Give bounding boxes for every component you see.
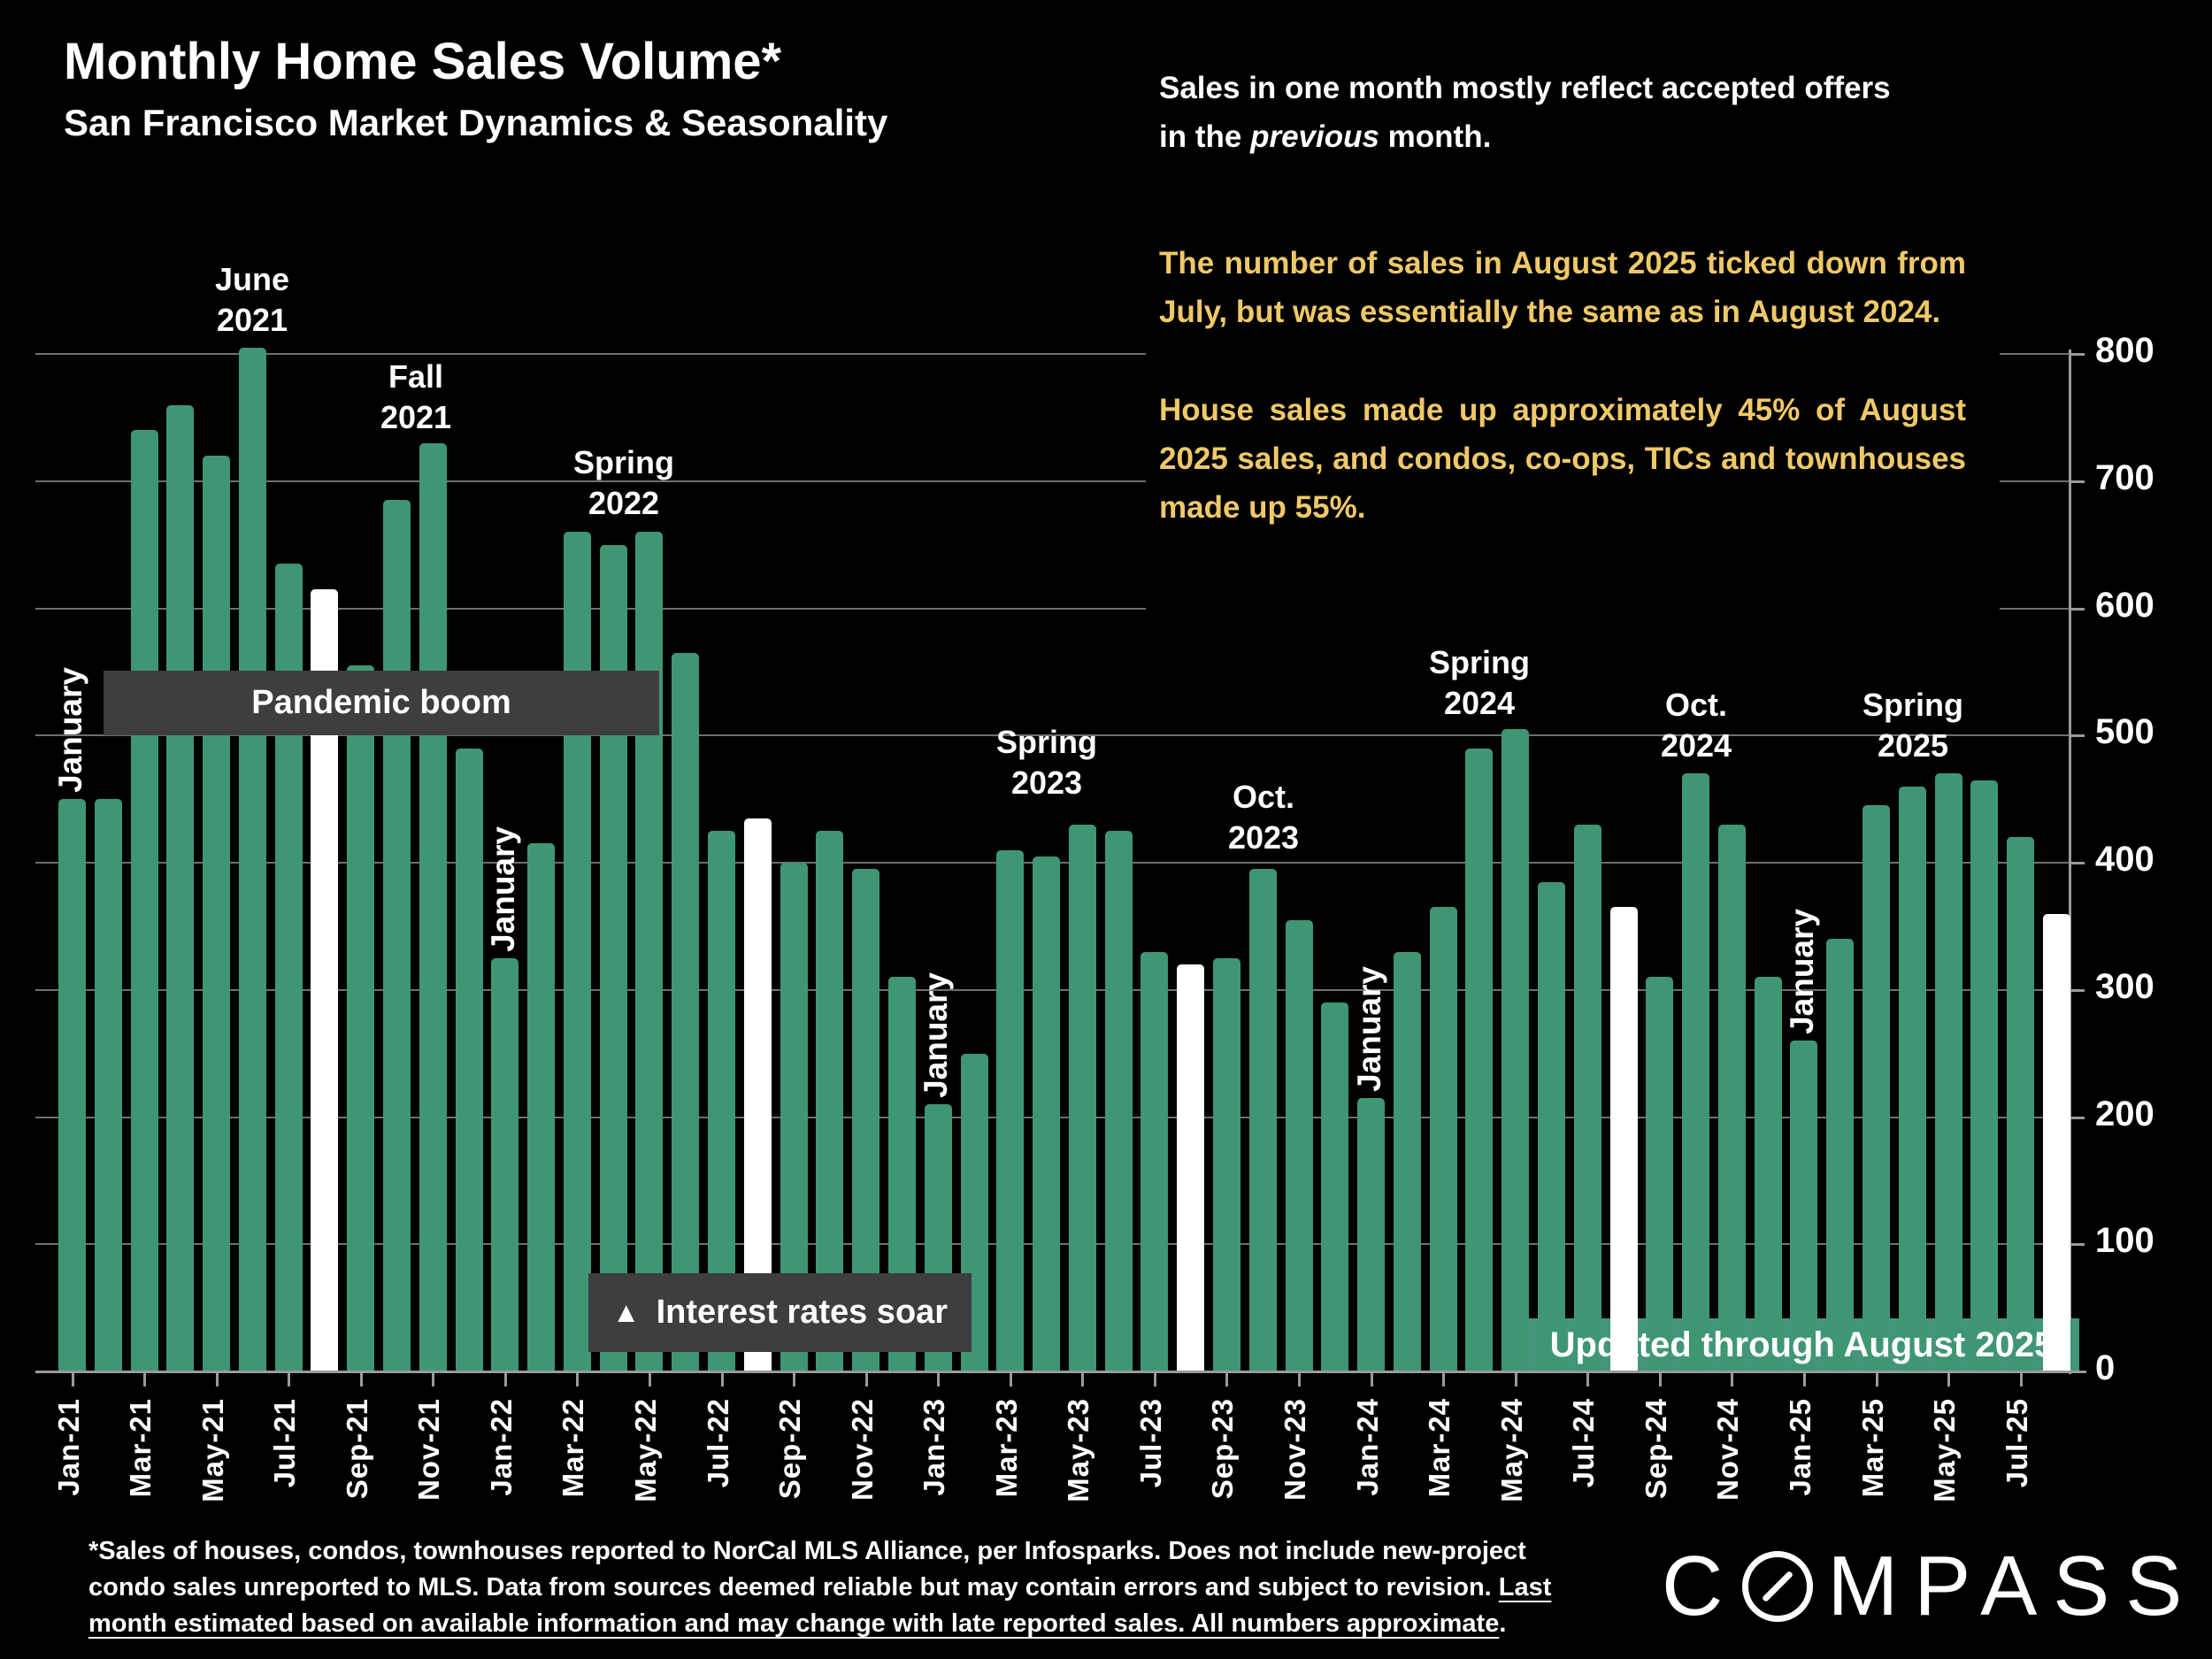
bar-Feb-21 bbox=[95, 799, 122, 1371]
bar-Sep-23 bbox=[1213, 958, 1240, 1371]
x-axis-label: Mar-22 bbox=[557, 1398, 590, 1498]
x-axis-label: May-25 bbox=[1928, 1398, 1962, 1502]
bar-Feb-22 bbox=[527, 843, 555, 1371]
y-axis-label: 300 bbox=[2095, 966, 2154, 1006]
january-label: January bbox=[51, 667, 88, 794]
x-axis-tick bbox=[72, 1371, 74, 1386]
bar-Dec-21 bbox=[456, 749, 483, 1371]
y-axis-label: 500 bbox=[2095, 712, 2154, 752]
bar-Feb-25 bbox=[1826, 939, 1854, 1371]
bar-Dec-24 bbox=[1755, 977, 1782, 1371]
page-title: Monthly Home Sales Volume* bbox=[64, 33, 782, 90]
x-axis-tick bbox=[793, 1371, 795, 1386]
y-axis-tick bbox=[2069, 862, 2085, 864]
bar-Oct-23 bbox=[1249, 869, 1277, 1371]
interest-rates-box bbox=[588, 1273, 972, 1352]
bar-Apr-22 bbox=[600, 545, 627, 1371]
x-axis-label: Jul-21 bbox=[268, 1398, 302, 1488]
y-axis-tick bbox=[2069, 608, 2085, 611]
x-axis-tick bbox=[360, 1371, 363, 1386]
y-axis-tick bbox=[2069, 1117, 2085, 1119]
x-axis-tick bbox=[1298, 1371, 1301, 1386]
bar-Mar-24 bbox=[1430, 907, 1457, 1371]
title-block bbox=[64, 32, 887, 144]
x-axis-label: Jan-21 bbox=[51, 1398, 85, 1496]
season-label-june-2021: June 2021 bbox=[214, 261, 290, 338]
bar-Nov-24 bbox=[1718, 825, 1746, 1371]
bar-May-25 bbox=[1935, 773, 1962, 1371]
bar-Sep-21 bbox=[347, 665, 374, 1371]
compass-logo-rest: MPASS bbox=[1827, 1539, 2199, 1633]
x-axis-label: Nov-24 bbox=[1711, 1398, 1745, 1502]
x-axis-tick bbox=[1515, 1371, 1517, 1386]
commentary-intro bbox=[1159, 64, 2000, 161]
x-axis-label: May-21 bbox=[196, 1398, 229, 1502]
x-axis-label: Jul-25 bbox=[2000, 1398, 2033, 1488]
x-axis-label: Mar-25 bbox=[1855, 1398, 1889, 1498]
season-label-spring-2024: Spring 2024 bbox=[1429, 644, 1530, 721]
season-label-fall-2021: Fall 2021 bbox=[380, 358, 452, 435]
bar-Oct-24 bbox=[1682, 773, 1709, 1371]
x-axis-tick bbox=[1225, 1371, 1228, 1386]
bar-May-23 bbox=[1069, 825, 1096, 1371]
x-axis-tick bbox=[721, 1371, 724, 1386]
x-axis-tick bbox=[1371, 1371, 1373, 1386]
x-axis-label: Mar-24 bbox=[1423, 1398, 1456, 1498]
bar-Jun-24 bbox=[1538, 882, 1565, 1371]
x-axis-tick bbox=[2020, 1371, 2023, 1386]
commentary-intro-line1: Sales in one month mostly reflect accepted offers bbox=[1159, 71, 1891, 105]
triangle-up-icon: ▲ bbox=[611, 1296, 641, 1328]
bar-May-22 bbox=[635, 532, 663, 1371]
january-label: January bbox=[484, 826, 521, 952]
bar-Jun-22 bbox=[672, 653, 699, 1371]
y-axis-label: 700 bbox=[2095, 457, 2154, 497]
x-axis-label: May-23 bbox=[1062, 1398, 1095, 1502]
bar-Mar-23 bbox=[996, 850, 1024, 1371]
y-axis-label: 100 bbox=[2095, 1221, 2154, 1261]
y-axis-tick bbox=[2069, 1243, 2085, 1246]
bar-Jul-24 bbox=[1574, 825, 1601, 1371]
bar-Nov-23 bbox=[1286, 920, 1313, 1371]
x-axis-tick bbox=[432, 1371, 434, 1386]
x-axis-label: Nov-21 bbox=[412, 1398, 446, 1502]
x-axis-label: Jan-22 bbox=[484, 1398, 518, 1496]
x-axis-label: May-22 bbox=[628, 1398, 662, 1502]
x-axis-tick bbox=[1803, 1371, 1806, 1386]
season-label-spring-2022: Spring 2022 bbox=[573, 444, 674, 521]
bar-white-Aug-24 bbox=[1610, 907, 1638, 1371]
season-label-oct-2024: Oct. 2024 bbox=[1660, 687, 1732, 764]
bar-Jan-24 bbox=[1357, 1098, 1385, 1371]
bar-Dec-23 bbox=[1321, 1002, 1348, 1371]
x-axis-tick bbox=[1586, 1371, 1589, 1386]
bar-May-21 bbox=[203, 456, 230, 1371]
bar-Jul-23 bbox=[1141, 952, 1168, 1371]
compass-logo bbox=[1662, 1538, 2198, 1635]
x-axis-label: Jul-22 bbox=[701, 1398, 734, 1488]
pandemic-boom-label: Pandemic boom bbox=[251, 684, 511, 721]
commentary-block bbox=[1146, 44, 2000, 611]
bar-Jul-25 bbox=[2007, 837, 2034, 1371]
bar-Nov-21 bbox=[419, 443, 447, 1371]
x-axis-label: Sep-23 bbox=[1206, 1398, 1240, 1500]
x-axis-label: Jul-24 bbox=[1567, 1398, 1601, 1488]
january-label: January bbox=[1783, 909, 1820, 1035]
footnote-line2: condo sales unreported to MLS. Data from sources deemed reliable but may contain errors and subject to revision. Last bbox=[88, 1573, 1552, 1601]
x-axis-tick bbox=[1442, 1371, 1445, 1386]
january-label: January bbox=[918, 972, 955, 1099]
x-axis-tick bbox=[865, 1371, 868, 1386]
x-axis-tick bbox=[1876, 1371, 1878, 1386]
x-axis-label: Jan-23 bbox=[918, 1398, 951, 1496]
bar-May-24 bbox=[1502, 729, 1529, 1371]
footnote-line1: *Sales of houses, condos, townhouses reported to NorCal MLS Alliance, per Infosparks. Does not include new-project bbox=[88, 1537, 1526, 1565]
bar-Jun-21 bbox=[239, 348, 266, 1371]
bar-Mar-25 bbox=[1863, 805, 1890, 1371]
y-axis-label: 0 bbox=[2095, 1348, 2116, 1387]
x-axis-tick bbox=[649, 1371, 651, 1386]
x-axis-label: Mar-23 bbox=[989, 1398, 1023, 1498]
season-label-spring-2025: Spring 2025 bbox=[1863, 687, 1963, 764]
x-axis-label: Nov-23 bbox=[1279, 1398, 1312, 1502]
x-axis-label: Nov-22 bbox=[845, 1398, 879, 1502]
commentary-intro-line2: in the previous month. bbox=[1159, 119, 1492, 154]
commentary-paragraph-1: The number of sales in August 2025 ticked down from July, but was essentially the same as in August 2024. bbox=[1159, 246, 1966, 329]
y-axis-tick bbox=[2069, 734, 2085, 737]
y-axis-label: 600 bbox=[2095, 585, 2154, 625]
bar-Apr-21 bbox=[166, 405, 194, 1372]
bar-Jun-23 bbox=[1105, 831, 1133, 1371]
january-label: January bbox=[1350, 966, 1387, 1092]
y-axis-tick bbox=[2069, 480, 2085, 483]
x-axis-label: Mar-21 bbox=[124, 1398, 157, 1498]
bar-Oct-21 bbox=[383, 500, 411, 1371]
x-axis-tick bbox=[143, 1371, 146, 1386]
y-axis-label: 400 bbox=[2095, 840, 2154, 879]
x-axis-label: Sep-22 bbox=[773, 1398, 807, 1500]
page-subtitle: San Francisco Market Dynamics & Seasonality bbox=[64, 102, 888, 143]
bar-Apr-23 bbox=[1033, 856, 1060, 1371]
footnote bbox=[88, 1533, 1681, 1642]
updated-banner-label: Updated through August 2025 bbox=[1549, 1325, 2055, 1364]
x-axis-tick bbox=[937, 1371, 940, 1386]
updated-banner bbox=[1525, 1318, 2079, 1372]
x-axis-label: Jul-23 bbox=[1133, 1398, 1167, 1488]
bar-Jun-25 bbox=[1970, 780, 1998, 1371]
previous-emphasis: previous bbox=[1250, 119, 1379, 154]
bar-Apr-25 bbox=[1899, 787, 1926, 1371]
x-axis-tick bbox=[1659, 1371, 1662, 1386]
bar-Jan-21 bbox=[58, 799, 86, 1371]
x-axis-tick bbox=[504, 1371, 507, 1386]
bar-white-Aug-25 bbox=[2043, 914, 2070, 1372]
bar-Feb-24 bbox=[1394, 952, 1421, 1371]
y-axis-tick bbox=[2069, 989, 2085, 992]
bar-Apr-24 bbox=[1465, 749, 1493, 1371]
x-axis-tick bbox=[288, 1371, 290, 1386]
bar-white-Aug-23 bbox=[1177, 964, 1204, 1371]
x-axis-tick bbox=[1731, 1371, 1733, 1386]
bar-Sep-24 bbox=[1646, 977, 1673, 1371]
compass-logo-c: C bbox=[1662, 1539, 1740, 1633]
interest-rates-label: Interest rates soar bbox=[656, 1294, 949, 1331]
season-label-oct-2023: Oct. 2023 bbox=[1227, 779, 1300, 856]
pandemic-boom-box bbox=[104, 671, 659, 735]
commentary-paragraph-2: House sales made up approximately 45% of August 2025 sales, and condos, co-ops, TICs and townhouses made up 55%. bbox=[1159, 393, 1966, 525]
x-axis-label: Jan-24 bbox=[1350, 1398, 1384, 1496]
x-axis-label: Sep-24 bbox=[1639, 1398, 1672, 1500]
x-axis-tick bbox=[1010, 1371, 1012, 1386]
x-axis-label: Sep-21 bbox=[340, 1398, 373, 1500]
season-label-spring-2023: Spring 2023 bbox=[996, 724, 1097, 801]
x-axis-tick bbox=[1154, 1371, 1156, 1386]
y-axis-label: 800 bbox=[2095, 331, 2154, 370]
x-axis-tick bbox=[1081, 1371, 1084, 1386]
y-axis-label: 200 bbox=[2095, 1094, 2154, 1133]
footnote-line3: month estimated based on available information and may change with late reported sales. All numbers approximate. bbox=[88, 1609, 1507, 1638]
compass-o-icon bbox=[1742, 1551, 1813, 1622]
x-axis-tick bbox=[576, 1371, 579, 1386]
x-axis-label: May-24 bbox=[1494, 1398, 1528, 1502]
x-axis-label: Jan-25 bbox=[1783, 1398, 1816, 1496]
x-axis-tick bbox=[1947, 1371, 1950, 1386]
bar-Mar-21 bbox=[131, 430, 158, 1371]
y-axis-tick bbox=[2069, 353, 2085, 356]
bar-Jan-22 bbox=[491, 958, 518, 1371]
x-axis-tick bbox=[216, 1371, 219, 1386]
bar-Mar-22 bbox=[564, 532, 591, 1371]
